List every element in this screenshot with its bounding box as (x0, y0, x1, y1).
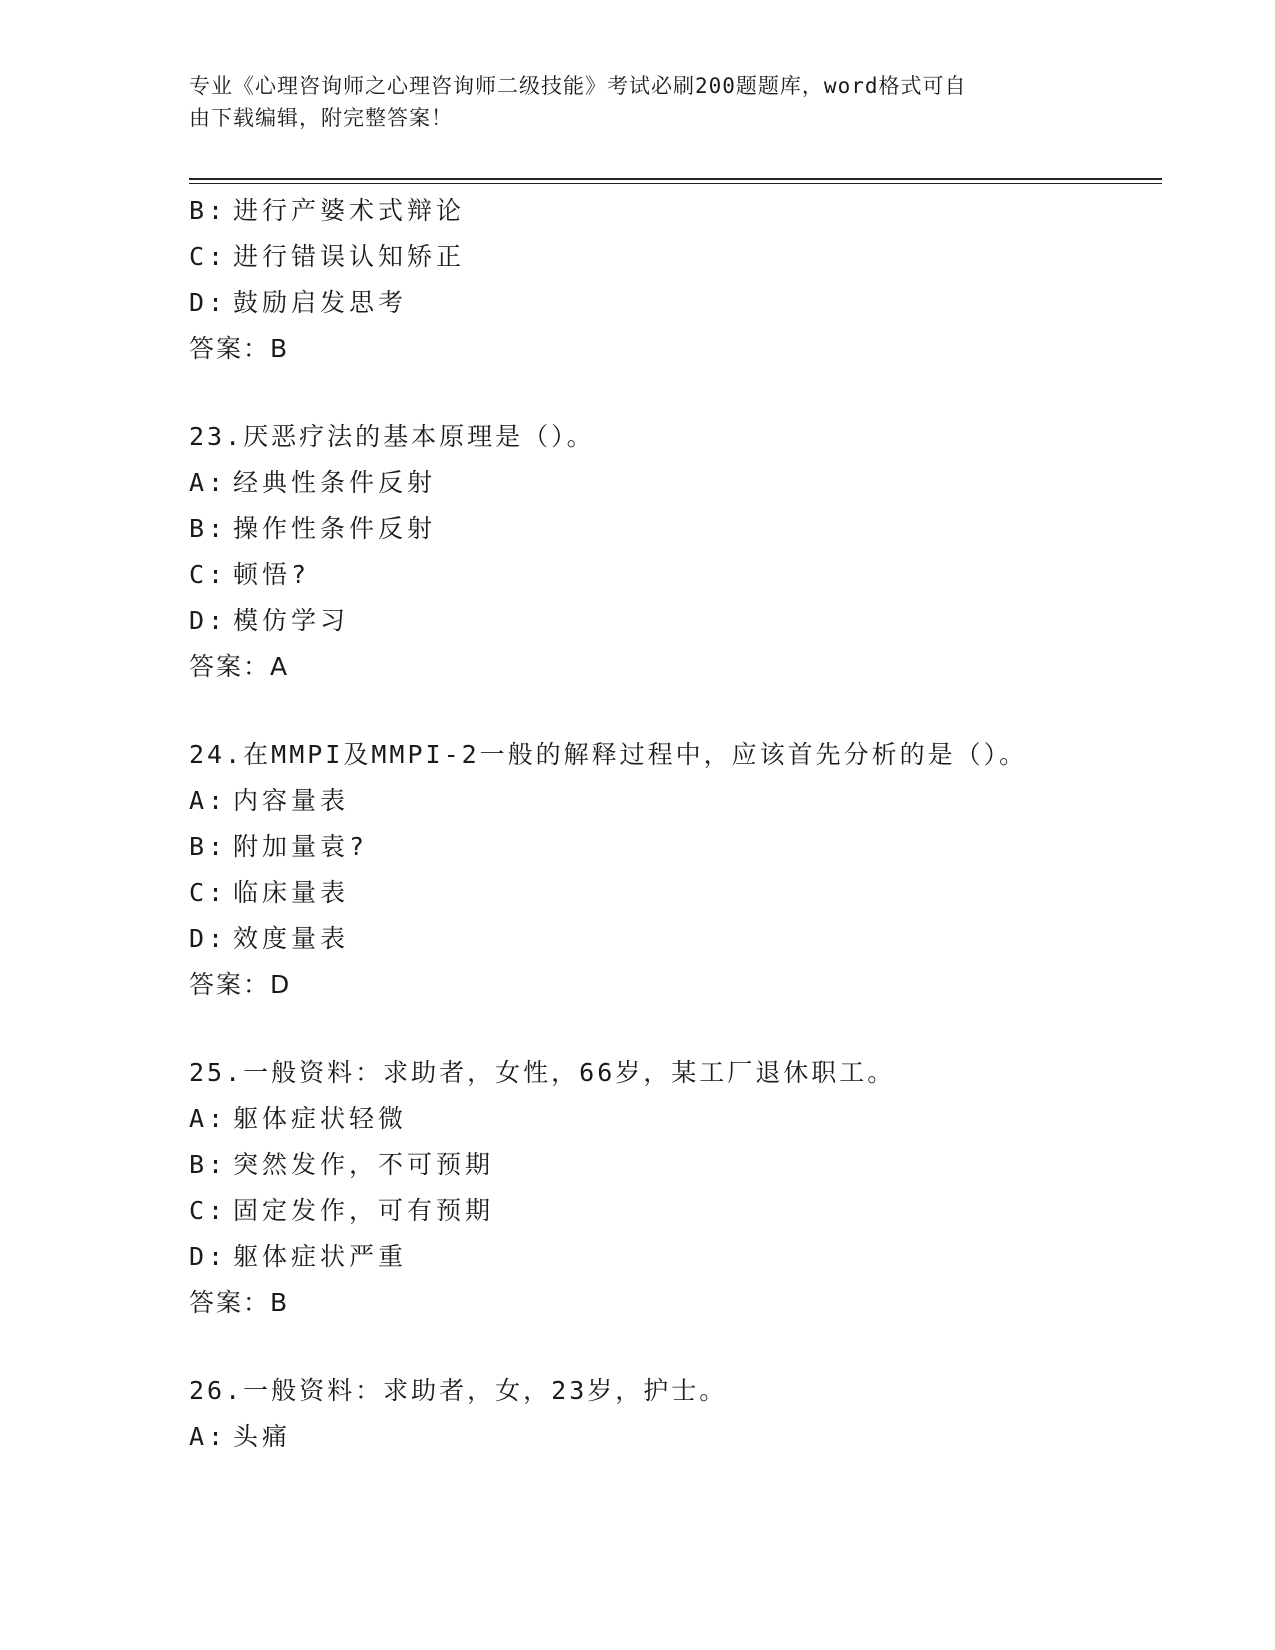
question-stem: 26.一般资料：求助者，女，23岁，护士。 (189, 1376, 728, 1405)
option-row (189, 824, 1162, 870)
option-text: 躯体症状轻微 (233, 1104, 408, 1133)
option-label: C: (189, 560, 228, 589)
option-text: 躯体症状严重 (233, 1242, 408, 1271)
option-label: C: (189, 242, 228, 271)
option-text: 进行错误认知矫正 (233, 242, 466, 271)
option-row (189, 234, 1162, 280)
option-row (189, 506, 1162, 552)
spacer (189, 372, 1162, 414)
question-24 (189, 732, 1162, 1008)
option-row (189, 1096, 1162, 1142)
option-label: A: (189, 1422, 228, 1451)
option-label: D: (189, 288, 228, 317)
question-stem: 25.一般资料：求助者，女性，66岁，某工厂退休职工。 (189, 1058, 896, 1087)
option-row (189, 1234, 1162, 1280)
option-text: 操作性条件反射 (233, 514, 437, 543)
option-text: 突然发作，不可预期 (233, 1150, 495, 1179)
answer-line: 答案：B (189, 1288, 290, 1317)
option-row (189, 188, 1162, 234)
option-label: B: (189, 196, 228, 225)
spacer (189, 1008, 1162, 1050)
option-label: C: (189, 1196, 228, 1225)
option-label: B: (189, 514, 228, 543)
option-text: 经典性条件反射 (233, 468, 437, 497)
option-text: 模仿学习 (233, 606, 350, 635)
option-label: A: (189, 468, 228, 497)
option-text: 临床量表 (233, 878, 350, 907)
option-label: A: (189, 786, 228, 815)
option-row (189, 280, 1162, 326)
question-list (189, 188, 1162, 1460)
option-text: 进行产婆术式辩论 (233, 196, 466, 225)
option-row (189, 552, 1162, 598)
option-text: 鼓励启发思考 (233, 288, 408, 317)
spacer (189, 690, 1162, 732)
option-label: A: (189, 1104, 228, 1133)
header-divider-thin (189, 183, 1162, 184)
spacer (189, 1326, 1162, 1368)
question-26 (189, 1368, 1162, 1460)
answer-line: 答案：D (189, 970, 292, 999)
option-label: B: (189, 832, 228, 861)
option-label: D: (189, 1242, 228, 1271)
question-continued (189, 188, 1162, 372)
answer-line: 答案：A (189, 652, 290, 681)
option-row (189, 1188, 1162, 1234)
option-label: B: (189, 1150, 228, 1179)
header-line-2: 由下载编辑，附完整答案！ (189, 106, 453, 130)
option-label: D: (189, 924, 228, 953)
option-row (189, 778, 1162, 824)
header-divider (189, 178, 1162, 180)
answer-line: 答案：B (189, 334, 290, 363)
option-text: 固定发作，可有预期 (233, 1196, 495, 1225)
question-23 (189, 414, 1162, 690)
header-line-1: 专业《心理咨询师之心理咨询师二级技能》考试必刷200题题库，word格式可自 (189, 74, 967, 98)
option-row (189, 916, 1162, 962)
option-label: D: (189, 606, 228, 635)
option-row (189, 1414, 1162, 1460)
option-row (189, 598, 1162, 644)
option-label: C: (189, 878, 228, 907)
document-header (189, 70, 1089, 134)
option-text: 附加量袁? (233, 832, 369, 861)
option-row (189, 870, 1162, 916)
question-stem: 24.在MMPI及MMPI-2一般的解释过程中，应该首先分析的是（）。 (189, 740, 1028, 769)
question-25 (189, 1050, 1162, 1326)
question-stem: 23.厌恶疗法的基本原理是（）。 (189, 422, 595, 451)
option-row (189, 1142, 1162, 1188)
option-text: 内容量表 (233, 786, 350, 815)
option-text: 头痛 (233, 1422, 292, 1451)
option-row (189, 460, 1162, 506)
option-text: 效度量表 (233, 924, 350, 953)
option-text: 顿悟? (233, 560, 311, 589)
